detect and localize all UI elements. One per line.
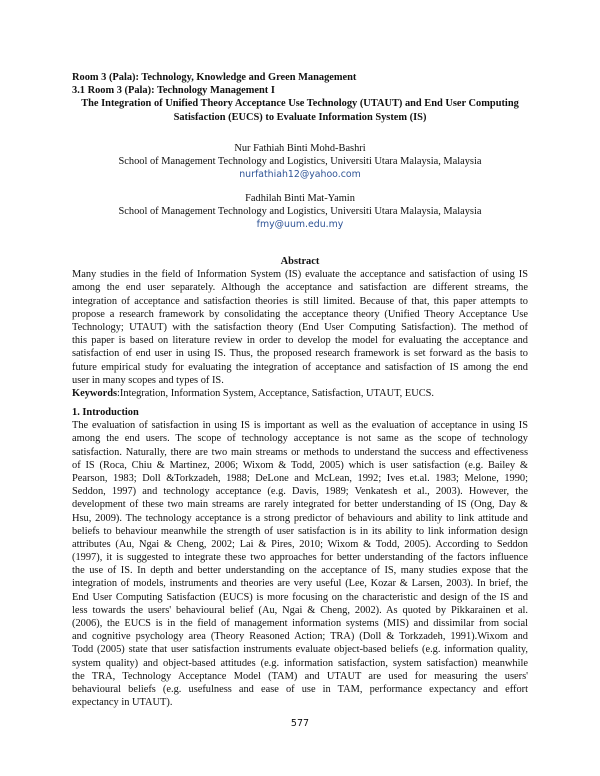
room-heading: Room 3 (Pala): Technology, Knowledge and Green Management: [72, 72, 357, 83]
paper-title-line: The Integration of Unified Theory Acceptance Use Technology (UTAUT) and End User Computing: [81, 98, 519, 110]
text-line: of IS (Roca, Chiu & Martinez, 2006; Wixom & Todd, 2005) which is user satisfaction (e.g. Bailey &: [72, 459, 528, 471]
author-block: [72, 192, 528, 232]
keywords-label: Keywords: [72, 387, 118, 399]
author-email[interactable]: fmy@uum.edu.my: [256, 219, 344, 231]
text-line: Pearson, 1983; Doll &Torkzadeh, 1988; DeLone and McLean, 1992; Ives et.al. 1983; Melone, 1990;: [72, 472, 528, 484]
text-line: behavioural beliefs (e.g. usefulness and ease of use in TAM, performance expectancy and effort: [72, 683, 528, 695]
text-line: future empirical study for evaluating the integration of acceptance and satisfaction of IS among the end: [72, 361, 528, 373]
author-affiliation: School of Management Technology and Logistics, Universiti Utara Malaysia, Malaysia: [118, 156, 482, 168]
text-line: development of these two main streams are rarely integrated for better understanding of IS (Ong, Day &: [72, 499, 528, 511]
abstract-body: [72, 268, 528, 387]
text-line: among the end user separately. Although the acceptance and satisfaction are different streams, the: [72, 282, 528, 294]
page-number: 577: [290, 718, 310, 729]
text-line: satisfaction of end user in using IS. Thus, the proposed research framework is set forward as the basis to: [72, 348, 528, 360]
text-line: (2006), the EUCS is in the field of management information systems (MIS) and dissimilar from social: [72, 618, 528, 629]
text-line: the use of IS. In depth and better understanding on the acceptance of IS, many studies expose that the: [72, 565, 528, 577]
text-line: propose a research framework by consolidating the acceptance theory (Unified Theory Acceptance Use: [72, 308, 528, 320]
text-line: Hsu, 2009). The technology acceptance is a strong predictor of behaviours and ability to link attitude and: [72, 512, 528, 524]
text-line: Todd (2005) state that user satisfaction instruments evaluate object-based beliefs (e.g. information quality,: [72, 644, 528, 656]
text-line: attributes (Au, Ngai & Cheng, 2002; Lai & Pires, 2010; Wixom & Todd, 2005). According to Seddon: [72, 538, 528, 550]
author-block: [72, 142, 528, 182]
introduction-heading: 1. Introduction: [72, 407, 139, 418]
text-line: integration of models, instruments and theories are very useful (Lee, Kozar & Larsen, 2003). In brief, the: [72, 578, 528, 590]
paper-header: [72, 71, 528, 124]
text-line: integration of acceptance and satisfaction theories is still limited. Because of that, this paper attempts to: [72, 295, 528, 307]
text-line: less towards the users' behavioural belief (Au, Ngai & Cheng, 2002). As quoted by Pikkarainen et al.: [72, 604, 528, 616]
author-name: Fadhilah Binti Mat-Yamin: [245, 193, 355, 204]
author-name: Nur Fathiah Binti Mohd-Bashri: [234, 143, 366, 154]
introduction-body: [72, 419, 528, 709]
session-heading: 3.1 Room 3 (Pala): Technology Management I: [72, 85, 275, 97]
text-line: beliefs to behaviour meanwhile the strength of user satisfaction is in its ability to link information design: [72, 525, 528, 537]
text-line: End User Computing Satisfaction (EUCS) is more focusing on the characteristic and design of the IS and: [72, 591, 528, 603]
text-line: Seddon, 1997) and technology acceptance (e.g. Davis, 1989; Venkatesh et al., 2003). However, the: [72, 486, 528, 498]
text-line: (1997), it is suggested to integrate these two approaches for better understanding of the factors influence: [72, 552, 528, 564]
keywords-line: [72, 387, 528, 400]
text-line: the TRA, Technology Acceptance Model (TAM) and UTAUT are used for measuring the users': [72, 670, 528, 682]
introduction-section: [72, 406, 528, 709]
author-email[interactable]: nurfathiah12@yahoo.com: [239, 169, 361, 181]
text-line: satisfaction. Naturally, there are two main streams or methods to understand the success and effectiveness: [72, 446, 528, 458]
text-line: Technology; UTAUT) with the satisfaction theory (End User Computing Satisfaction). The method of: [72, 321, 528, 333]
text-line: system quality) and object-based attitudes (e.g. information satisfaction, system satisfaction) meanwhile: [72, 657, 528, 669]
keywords-text: :Integration, Information System, Acceptance, Satisfaction, UTAUT, EUCS.: [117, 387, 434, 399]
text-line: The evaluation of satisfaction in using IS is important as well as the evaluation of acceptance in using IS: [72, 420, 528, 432]
text-line: expectancy in UTAUT).: [72, 697, 173, 709]
abstract-heading: Abstract: [280, 256, 320, 267]
paper-title-line: Satisfaction (EUCS) to Evaluate Information System (IS): [173, 111, 427, 123]
author-affiliation: School of Management Technology and Logistics, Universiti Utara Malaysia, Malaysia: [118, 206, 482, 218]
text-line: and cognitive psychology area (Theory Reasoned Action; TRA) (Doll & Torkzadeh, 1991).Wixom and: [72, 631, 528, 643]
text-line: this paper is based on literature review in order to develop the model for evaluating the acceptance and: [72, 335, 528, 347]
abstract-section: [72, 255, 528, 400]
text-line: user in many scopes and types of IS.: [72, 374, 224, 386]
text-line: among the end users. The scope of technology acceptance is not same as the scope of technology: [72, 433, 528, 445]
text-line: Many studies in the field of Information System (IS) evaluate the acceptance and satisfaction of using IS: [72, 269, 528, 281]
